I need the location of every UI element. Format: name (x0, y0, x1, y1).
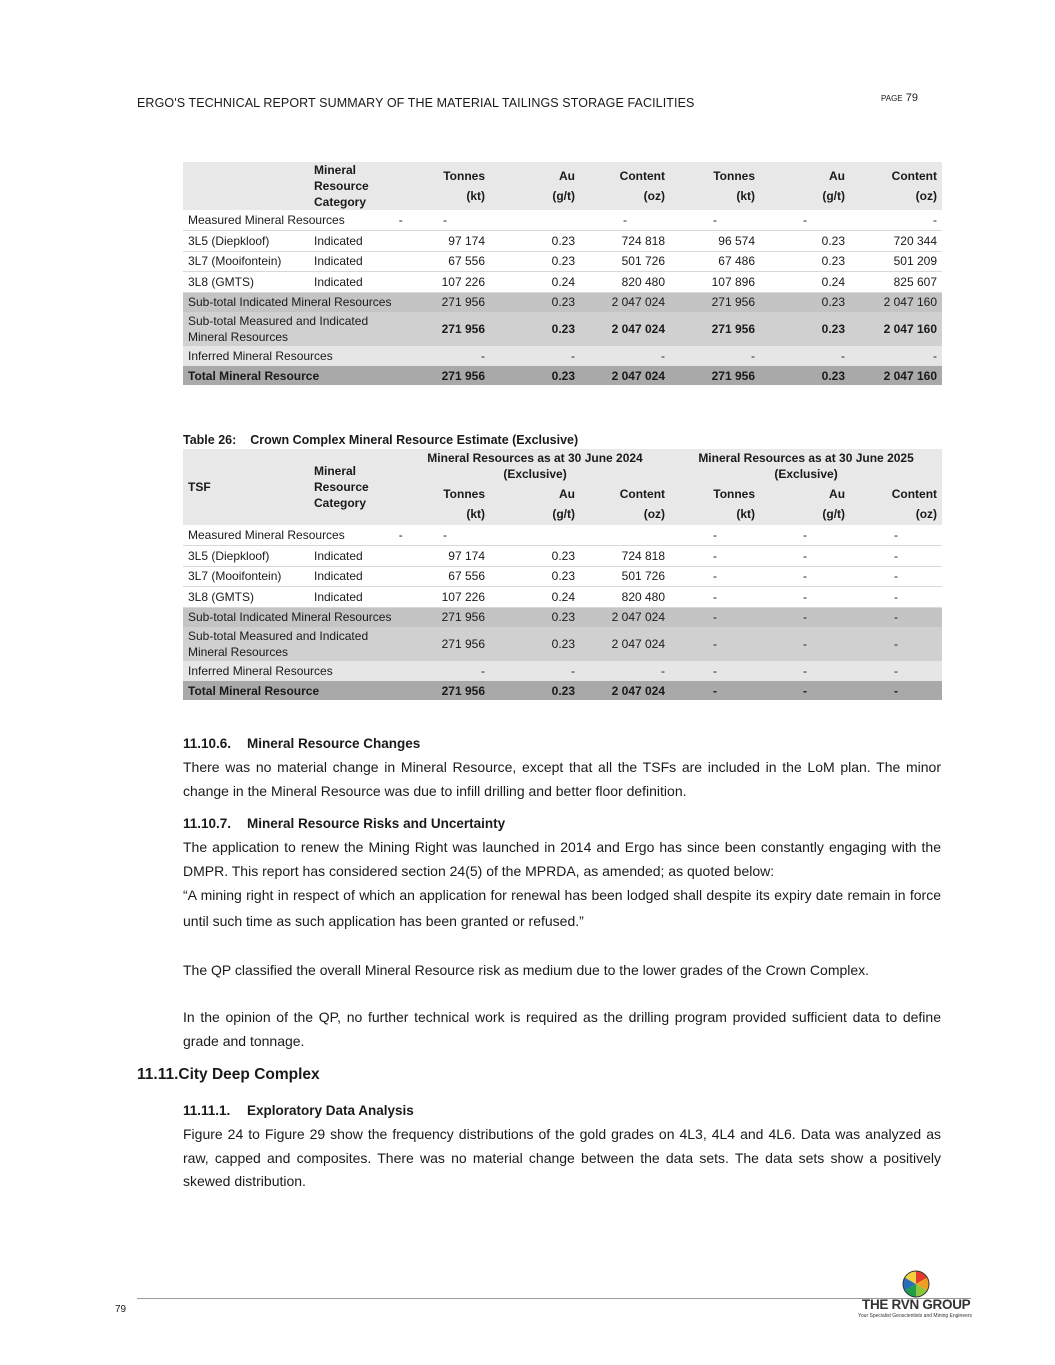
cell: 0.24 (490, 587, 580, 608)
cell-tsf: 3L8 (GMTS) (183, 587, 309, 608)
cell: 2 047 024 (580, 627, 670, 661)
paragraph: The application to renew the Mining Right was launched in 2014 and Ergo has since been constantly engaging with the DMPR. This report has considered section 24(5) of the MPRDA, as amended; as quoted below: (183, 839, 941, 879)
cell: 0.23 (760, 292, 850, 312)
chapter-title: City Deep Complex (178, 1066, 320, 1083)
header-tonnes: Tonnes (713, 487, 756, 501)
cell: - (490, 346, 580, 366)
cell: - (398, 213, 403, 227)
cell: - (760, 210, 850, 231)
cell: 0.24 (490, 272, 580, 293)
header-tsf: TSF (183, 449, 309, 525)
total-row (183, 681, 942, 700)
table-caption (183, 433, 578, 447)
cell-category: Indicated (309, 546, 400, 567)
header-unit-oz: (oz) (915, 507, 938, 521)
cell: 0.23 (760, 312, 850, 346)
cell-tsf: 3L8 (GMTS) (183, 272, 309, 293)
measured-label: Measured Mineral Resources (188, 213, 345, 227)
header-au: Au (559, 487, 575, 501)
header-unit-gt: (g/t) (552, 507, 575, 521)
cell: - (400, 525, 490, 546)
row-label: Sub-total Measured and Indicated Mineral Resources (183, 627, 400, 661)
cell: 501 726 (580, 566, 670, 587)
section-title: Exploratory Data Analysis (247, 1103, 414, 1118)
table-row (183, 231, 942, 252)
cell: 501 209 (850, 251, 942, 272)
cell: - (400, 661, 490, 681)
paragraph: In the opinion of the QP, no further technical work is required as the drilling program provided sufficient data to define grade and tonnage. (183, 1009, 941, 1049)
cell: 0.23 (490, 607, 580, 627)
header-au: Au (829, 169, 845, 183)
cell: 271 956 (670, 366, 760, 385)
cell: 0.23 (760, 251, 850, 272)
table-row (183, 210, 942, 231)
cell: 107 226 (400, 587, 490, 608)
section-number: 11.11.1. (183, 1103, 231, 1118)
row-label: Sub-total Indicated Mineral Resources (183, 292, 400, 312)
header-unit-gt: (g/t) (822, 189, 845, 203)
inferred-row (183, 346, 942, 366)
footer-divider (137, 1298, 971, 1299)
cell: 2 047 160 (850, 312, 942, 346)
cell: 2 047 024 (580, 312, 670, 346)
cell-tsf: 3L5 (Diepkloof) (183, 231, 309, 252)
cell: - (400, 346, 490, 366)
cell-category: Indicated (309, 231, 400, 252)
header-tonnes: Tonnes (443, 169, 485, 183)
cell: - (850, 587, 942, 608)
cell: - (850, 681, 942, 700)
cell: - (670, 681, 760, 700)
cell: - (670, 525, 760, 546)
cell: - (670, 587, 760, 608)
section-heading (183, 1103, 414, 1118)
cell-tsf: 3L7 (Mooifontein) (183, 566, 309, 587)
cell: 2 047 024 (580, 366, 670, 385)
cell: 271 956 (400, 312, 490, 346)
table-row (183, 251, 942, 272)
section-heading (183, 736, 420, 751)
header-group-2024: Mineral Resources as at 30 June 2024 (Exclusive) (400, 449, 670, 483)
paragraph: Figure 24 to Figure 29 show the frequency distributions of the gold grades on 4L3, 4L4 and 4L6. Data was analyzed as raw, capped and composites. There was no material change between the data sets. The data sets show a positively skewed distribution. (183, 1126, 941, 1189)
cell: 67 556 (400, 251, 490, 272)
header-group-2025: Mineral Resources as at 30 June 2025 (Exclusive) (670, 449, 942, 483)
header-content: Content (891, 487, 938, 501)
header-tonnes: Tonnes (713, 169, 755, 183)
cell: 0.23 (490, 231, 580, 252)
cell: 0.23 (490, 251, 580, 272)
cell-category: Indicated (309, 566, 400, 587)
cell: 0.23 (760, 231, 850, 252)
table-header-row (183, 449, 942, 483)
table-inclusive (183, 162, 942, 385)
section-number: 11.10.7. (183, 816, 232, 831)
section-title: Mineral Resource Risks and Uncertainty (247, 816, 506, 831)
row-label: Total Mineral Resource (183, 366, 400, 385)
cell: 97 174 (400, 546, 490, 567)
header-page (881, 92, 918, 104)
header-title: ERGO'S TECHNICAL REPORT SUMMARY OF THE MATERIAL TAILINGS STORAGE FACILITIES (137, 96, 695, 110)
cell: - (760, 566, 850, 587)
logo-text: THE RVN GROUP (862, 1297, 971, 1312)
cell: - (850, 627, 942, 661)
paragraph: The QP classified the overall Mineral Resource risk as medium due to the lower grades of the Crown Complex. (183, 962, 870, 978)
cell: - (580, 346, 670, 366)
cell: 0.23 (490, 546, 580, 567)
cell: - (670, 627, 760, 661)
logo-tagline: Your Specialist Geoscientists and Mining Engineers (858, 1313, 973, 1319)
section-heading (183, 816, 505, 831)
cell: - (760, 607, 850, 627)
cell: 67 556 (400, 566, 490, 587)
header-unit-oz: (oz) (643, 507, 666, 521)
cell: - (670, 607, 760, 627)
cell: 107 226 (400, 272, 490, 293)
cell: - (850, 566, 942, 587)
header-unit-kt: (kt) (466, 507, 485, 521)
cell: - (760, 346, 850, 366)
cell: 2 047 160 (850, 366, 942, 385)
header-unit-kt: (kt) (736, 507, 756, 521)
cell: - (670, 566, 760, 587)
table-exclusive (183, 449, 942, 700)
table-row (183, 272, 942, 293)
subtotal-measured-indicated-row (183, 627, 942, 661)
table-row (183, 525, 942, 546)
row-label: Sub-total Measured and Indicated Mineral Resources (183, 312, 400, 346)
row-label: Inferred Mineral Resources (183, 661, 400, 681)
cell: 2 047 024 (580, 292, 670, 312)
cell-tsf: 3L5 (Diepkloof) (183, 546, 309, 567)
cell: - (400, 210, 490, 231)
cell: - (760, 546, 850, 567)
cell: 67 486 (670, 251, 760, 272)
table-row (183, 566, 942, 587)
subtotal-measured-indicated-row (183, 312, 942, 346)
cell: 720 344 (850, 231, 942, 252)
cell: 0.23 (490, 292, 580, 312)
cell: - (760, 661, 850, 681)
footer-page-number: 79 (115, 1304, 127, 1315)
cell: 107 896 (670, 272, 760, 293)
cell: - (850, 210, 942, 231)
header-unit-oz: (oz) (643, 189, 665, 203)
measured-label: Measured Mineral Resources (188, 528, 345, 542)
paragraph: There was no material change in Mineral Resource, except that all the TSFs are included in the LoM plan. The minor change in the Mineral Resource was due to infill drilling and better floor definition. (183, 759, 941, 799)
cell: 271 956 (400, 366, 490, 385)
header-unit-gt: (g/t) (822, 507, 846, 521)
cell: 820 480 (580, 587, 670, 608)
cell: 271 956 (670, 292, 760, 312)
cell: 2 047 024 (580, 681, 670, 700)
cell: - (850, 607, 942, 627)
cell: - (490, 661, 580, 681)
cell: - (850, 525, 942, 546)
cell: - (850, 346, 942, 366)
row-label: Total Mineral Resource (183, 681, 400, 700)
cell: 2 047 160 (850, 292, 942, 312)
cell: 0.23 (490, 566, 580, 587)
header-unit-kt: (kt) (736, 189, 755, 203)
cell-tsf: 3L7 (Mooifontein) (183, 251, 309, 272)
header-unit-gt: (g/t) (552, 189, 575, 203)
header-category: Mineral Resource Category (309, 449, 400, 525)
cell: - (670, 210, 760, 231)
page-label: PAGE (881, 94, 903, 103)
cell: 0.23 (760, 366, 850, 385)
cell: - (580, 661, 670, 681)
caption-text: Crown Complex Mineral Resource Estimate (Exclusive) (250, 433, 579, 447)
cell: 0.23 (490, 627, 580, 661)
section-title: Mineral Resource Changes (247, 736, 421, 751)
cell-category: Indicated (309, 587, 400, 608)
cell: 0.23 (490, 681, 580, 700)
cell: - (850, 546, 942, 567)
header-unit-oz: (oz) (915, 189, 937, 203)
total-row (183, 366, 942, 385)
cell: - (670, 546, 760, 567)
page-number: 79 (905, 92, 918, 104)
cell: - (760, 587, 850, 608)
cell: - (398, 528, 403, 542)
inferred-row (183, 661, 942, 681)
cell: 724 818 (580, 546, 670, 567)
chapter-number: 11.11. (137, 1066, 179, 1083)
header-content: Content (619, 487, 666, 501)
quote: “A mining right in respect of which an application for renewal has been lodged shall despite its expiry date remain in force until such time as such application has been granted or refused.” (183, 887, 941, 929)
cell: 2 047 024 (580, 607, 670, 627)
header-content: Content (891, 169, 937, 183)
cell: 0.23 (490, 312, 580, 346)
cell: - (580, 210, 670, 231)
cell: 271 956 (400, 681, 490, 700)
cell: 271 956 (400, 627, 490, 661)
table-header-row (183, 162, 942, 210)
section-number: 11.10.6. (183, 736, 232, 751)
cell-category: Indicated (309, 272, 400, 293)
row-label: Sub-total Indicated Mineral Resources (183, 607, 400, 627)
header-tonnes: Tonnes (443, 487, 485, 501)
header-unit-kt: (kt) (466, 189, 485, 203)
cell: 501 726 (580, 251, 670, 272)
header-au: Au (829, 487, 846, 501)
cell: 271 956 (400, 607, 490, 627)
subtotal-indicated-row (183, 607, 942, 627)
cell: 271 956 (400, 292, 490, 312)
subtotal-indicated-row (183, 292, 942, 312)
cell: 96 574 (670, 231, 760, 252)
cell: - (760, 627, 850, 661)
cell: 0.24 (760, 272, 850, 293)
header-content: Content (619, 169, 665, 183)
cell: - (670, 661, 760, 681)
header-au: Au (559, 169, 575, 183)
cell: 724 818 (580, 231, 670, 252)
header-category: Mineral Resource Category (309, 162, 400, 210)
cell: 820 480 (580, 272, 670, 293)
cell: 0.23 (490, 366, 580, 385)
chapter-heading (137, 1066, 320, 1084)
cell: - (760, 525, 850, 546)
cell: - (760, 681, 850, 700)
table-row (183, 587, 942, 608)
cell: 271 956 (670, 312, 760, 346)
cell: 825 607 (850, 272, 942, 293)
table-row (183, 546, 942, 567)
cell: - (850, 661, 942, 681)
cell: 97 174 (400, 231, 490, 252)
row-label: Inferred Mineral Resources (183, 346, 400, 366)
caption-number: Table 26: (183, 433, 237, 447)
cell-category: Indicated (309, 251, 400, 272)
cell: - (670, 346, 760, 366)
